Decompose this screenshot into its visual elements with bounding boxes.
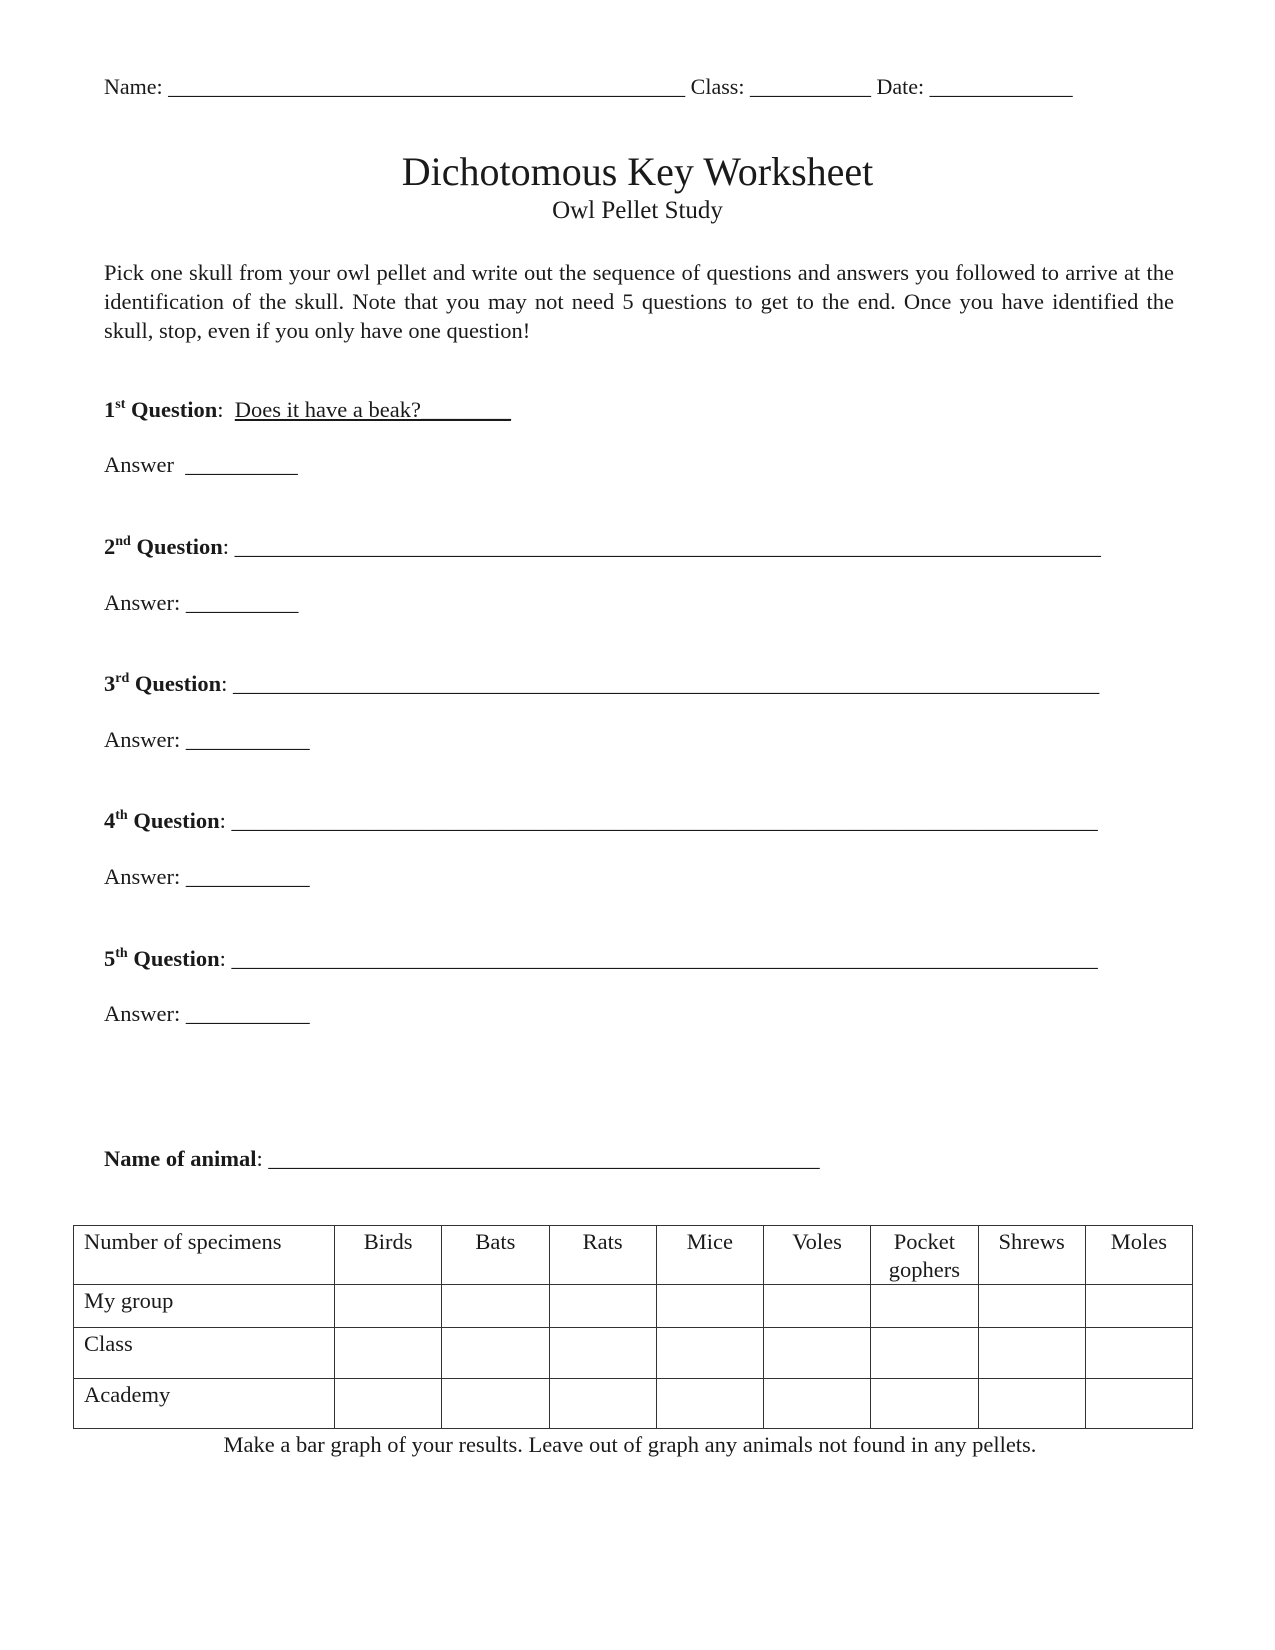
animal-name-line: Name of animal: _________________________________________________	[104, 1146, 820, 1171]
table-cell[interactable]	[656, 1328, 763, 1379]
answer-2-label: Answer:	[104, 590, 181, 615]
class-label: Class:	[690, 74, 745, 99]
answer-1-label: Answer	[104, 452, 174, 477]
table-cell[interactable]	[656, 1285, 763, 1328]
table-cell[interactable]	[1085, 1379, 1192, 1429]
table-header-cell: Pocket gophers	[871, 1226, 978, 1285]
table-cell[interactable]	[549, 1328, 656, 1379]
footnote: Make a bar graph of your results. Leave out of graph any animals not found in any pellets.	[223, 1432, 1037, 1457]
question-5-field[interactable]: _____________________________________________________________________________	[231, 946, 1098, 971]
question-4-number: 4	[104, 808, 116, 833]
table-header-cell: Bats	[442, 1226, 549, 1285]
table-cell[interactable]	[978, 1379, 1085, 1429]
table-header-cell: Mice	[656, 1226, 763, 1285]
question-1-line: 1st Question: Does it have a beak?________	[104, 397, 511, 422]
table-cell[interactable]	[978, 1285, 1085, 1328]
table-cell[interactable]	[764, 1328, 871, 1379]
answer-4-field[interactable]: ___________	[185, 864, 310, 889]
table-cell[interactable]	[764, 1379, 871, 1429]
table-cell[interactable]	[442, 1379, 549, 1429]
table-header-row	[74, 1226, 1193, 1285]
answer-1-line	[104, 452, 298, 478]
answer-5-label: Answer:	[104, 1001, 181, 1026]
table-header-cell: Birds	[335, 1226, 442, 1285]
table-cell[interactable]	[549, 1379, 656, 1429]
table-cell[interactable]	[1085, 1328, 1192, 1379]
answer-3-label: Answer:	[104, 727, 181, 752]
question-2-field[interactable]: _____________________________________________________________________________	[234, 534, 1101, 559]
table-row	[74, 1379, 1193, 1429]
class-field[interactable]: ___________	[749, 74, 871, 99]
question-2-number: 2	[104, 534, 116, 559]
question-3-ordinal: rd	[115, 671, 130, 686]
question-4-line: 4th Question: _____________________________________________________________________________	[104, 808, 1098, 833]
answer-3-field[interactable]: ___________	[185, 727, 310, 752]
question-2-ordinal: nd	[115, 534, 131, 549]
answer-2-line	[104, 590, 298, 616]
name-field[interactable]: _______________________________________________	[168, 74, 686, 99]
table-header-cell: Shrews	[978, 1226, 1085, 1285]
table-cell[interactable]	[871, 1379, 978, 1429]
question-5-ordinal: th	[115, 946, 128, 961]
question-3-field[interactable]: _____________________________________________________________________________	[233, 671, 1100, 696]
question-2-label: Question	[136, 534, 223, 559]
table-cell[interactable]	[442, 1328, 549, 1379]
table-cell[interactable]	[335, 1285, 442, 1328]
animal-name-label: Name of animal	[104, 1146, 257, 1171]
header-line	[104, 74, 1073, 100]
question-1-number: 1	[104, 397, 116, 422]
question-1-label: Question	[131, 397, 218, 422]
specimen-table	[73, 1225, 1193, 1429]
table-cell[interactable]	[442, 1285, 549, 1328]
question-1-field[interactable]: Does it have a beak?________	[234, 397, 511, 422]
row-label: Class	[74, 1328, 335, 1379]
table-cell[interactable]	[764, 1285, 871, 1328]
table-header-cell: Voles	[764, 1226, 871, 1285]
answer-5-field[interactable]: ___________	[185, 1001, 310, 1026]
name-label: Name:	[104, 74, 163, 99]
answer-1-field[interactable]: __________	[185, 452, 298, 477]
table-cell[interactable]	[549, 1285, 656, 1328]
table-header-cell: Rats	[549, 1226, 656, 1285]
question-5-label: Question	[133, 946, 220, 971]
question-1-ordinal: st	[115, 397, 126, 412]
question-2-line: 2nd Question: _____________________________________________________________________________	[104, 534, 1101, 559]
answer-5-line	[104, 1001, 310, 1027]
animal-name-field[interactable]: _________________________________________________	[268, 1146, 820, 1171]
row-label: My group	[74, 1285, 335, 1328]
question-3-line: 3rd Question: _____________________________________________________________________________	[104, 671, 1100, 696]
table-cell[interactable]	[1085, 1285, 1192, 1328]
date-field[interactable]: _____________	[929, 74, 1073, 99]
date-label: Date:	[876, 74, 925, 99]
table-row	[74, 1285, 1193, 1328]
table-row	[74, 1328, 1193, 1379]
page-title: Dichotomous Key Worksheet	[401, 149, 874, 194]
table-header-cell: Moles	[1085, 1226, 1192, 1285]
question-3-number: 3	[104, 671, 116, 696]
question-4-ordinal: th	[115, 808, 128, 823]
instructions-paragraph: Pick one skull from your owl pellet and write out the sequence of questions and answers you followed to arrive at the identification of the skull. Note that you may not need 5 questions to get to the end. Once you have identified the skull, stop, even if you only have one question!	[104, 260, 1174, 343]
answer-4-line	[104, 864, 310, 890]
question-4-field[interactable]: _____________________________________________________________________________	[231, 808, 1098, 833]
row-label: Academy	[74, 1379, 335, 1429]
table-cell[interactable]	[335, 1379, 442, 1429]
table-header-cell: Number of specimens	[74, 1226, 335, 1285]
question-4-label: Question	[133, 808, 220, 833]
table-cell[interactable]	[871, 1285, 978, 1328]
answer-3-line	[104, 727, 310, 753]
page-subtitle: Owl Pellet Study	[552, 197, 723, 224]
table-cell[interactable]	[656, 1379, 763, 1429]
table-cell[interactable]	[871, 1328, 978, 1379]
question-5-number: 5	[104, 946, 116, 971]
answer-2-field[interactable]: __________	[185, 590, 299, 615]
table-cell[interactable]	[335, 1328, 442, 1379]
table-cell[interactable]	[978, 1328, 1085, 1379]
question-3-label: Question	[134, 671, 222, 696]
answer-4-label: Answer:	[104, 864, 181, 889]
question-5-line: 5th Question: _____________________________________________________________________________	[104, 946, 1098, 971]
